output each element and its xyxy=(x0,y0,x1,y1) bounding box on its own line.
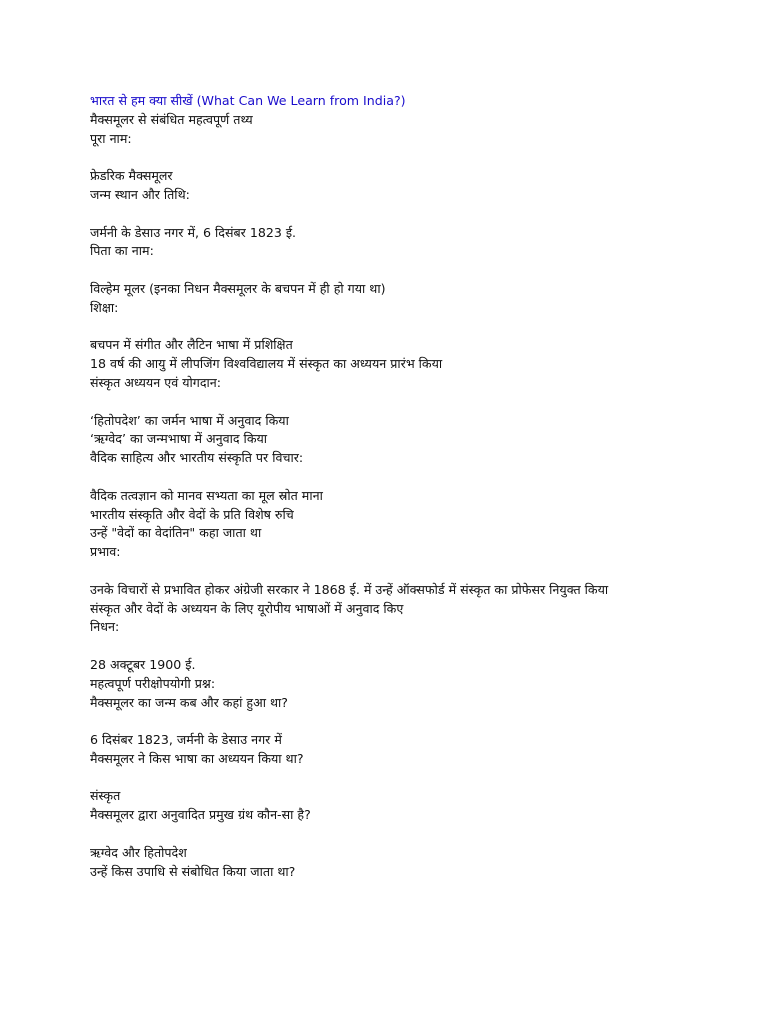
text-line: फ्रेडरिक मैक्समूलर xyxy=(90,168,173,184)
text-line: मैक्समूलर ने किस भाषा का अध्ययन किया था? xyxy=(90,750,304,766)
text-line: मैक्समूलर का जन्म कब और कहां हुआ था? xyxy=(90,694,288,710)
text-line: बचपन में संगीत और लैटिन भाषा में प्रशिक्षित xyxy=(90,337,293,353)
text-line: वैदिक साहित्य और भारतीय संस्कृति पर विचार: xyxy=(90,450,304,466)
text-line: महत्वपूर्ण परीक्षोपयोगी प्रश्न: xyxy=(90,675,216,691)
text-line: मैक्समूलर द्वारा अनुवादित प्रमुख ग्रंथ कौन-सा है? xyxy=(90,807,311,823)
blank-line xyxy=(90,712,728,731)
blank-line xyxy=(90,562,728,581)
text-line: ‘ऋग्वेद’ का जन्मभाषा में अनुवाद किया xyxy=(90,431,268,447)
text-line: निधन: xyxy=(90,619,120,635)
text-line: प्रभाव: xyxy=(90,544,121,560)
text-line: 18 वर्ष की आयु में लीपजिंग विश्वविद्यालय में संस्कृत का अध्ययन प्रारंभ किया xyxy=(90,356,443,372)
blank-line xyxy=(90,769,728,788)
blank-line xyxy=(90,825,728,844)
text-line: पिता का नाम: xyxy=(90,243,154,259)
blank-line xyxy=(90,148,728,167)
text-line: वैदिक तत्वज्ञान को मानव सभ्यता का मूल स्रोत माना xyxy=(90,487,323,503)
blank-line xyxy=(90,261,728,280)
text-line: ‘हितोपदेश’ का जर्मन भाषा में अनुवाद किया xyxy=(90,412,289,428)
document-body xyxy=(90,111,728,882)
text-line: उन्हें किस उपाधि से संबोधित किया जाता था? xyxy=(90,863,296,879)
text-line: संस्कृत और वेदों के अध्ययन के लिए यूरोपीय भाषाओं में अनुवाद किए xyxy=(90,600,404,616)
text-line: 28 अक्टूबर 1900 ई. xyxy=(90,656,196,672)
blank-line xyxy=(90,318,728,337)
text-line: 6 दिसंबर 1823, जर्मनी के डेसाउ नगर में xyxy=(90,732,282,748)
text-line: संस्कृत अध्ययन एवं योगदान: xyxy=(90,374,222,390)
text-line: विल्हेम मूलर (इनका निधन मैक्समूलर के बचपन में ही हो गया था) xyxy=(90,280,386,296)
blank-line xyxy=(90,393,728,412)
text-line: भारतीय संस्कृति और वेदों के प्रति विशेष रुचि xyxy=(90,506,294,522)
text-line: मैक्समूलर से संबंधित महत्वपूर्ण तथ्य xyxy=(90,111,253,127)
text-line: उन्हें "वेदों का वेदांतिन" कहा जाता था xyxy=(90,525,262,541)
blank-line xyxy=(90,468,728,487)
blank-line xyxy=(90,637,728,656)
text-line: उनके विचारों से प्रभावित होकर अंग्रेजी सरकार ने 1868 ई. में उन्हें ऑक्सफोर्ड में संस्कृत का प्रोफेसर नियुक्त किया xyxy=(90,581,609,597)
text-line: जर्मनी के डेसाउ नगर में, 6 दिसंबर 1823 ई. xyxy=(90,224,297,240)
text-line: पूरा नाम: xyxy=(90,130,132,146)
text-line: जन्म स्थान और तिथि: xyxy=(90,186,190,202)
text-line: संस्कृत xyxy=(90,788,121,804)
text-line: ऋग्वेद और हितोपदेश xyxy=(90,844,187,860)
text-line: शिक्षा: xyxy=(90,299,119,315)
blank-line xyxy=(90,205,728,224)
document-title: भारत से हम क्या सीखें (What Can We Learn from India?) xyxy=(90,93,406,108)
